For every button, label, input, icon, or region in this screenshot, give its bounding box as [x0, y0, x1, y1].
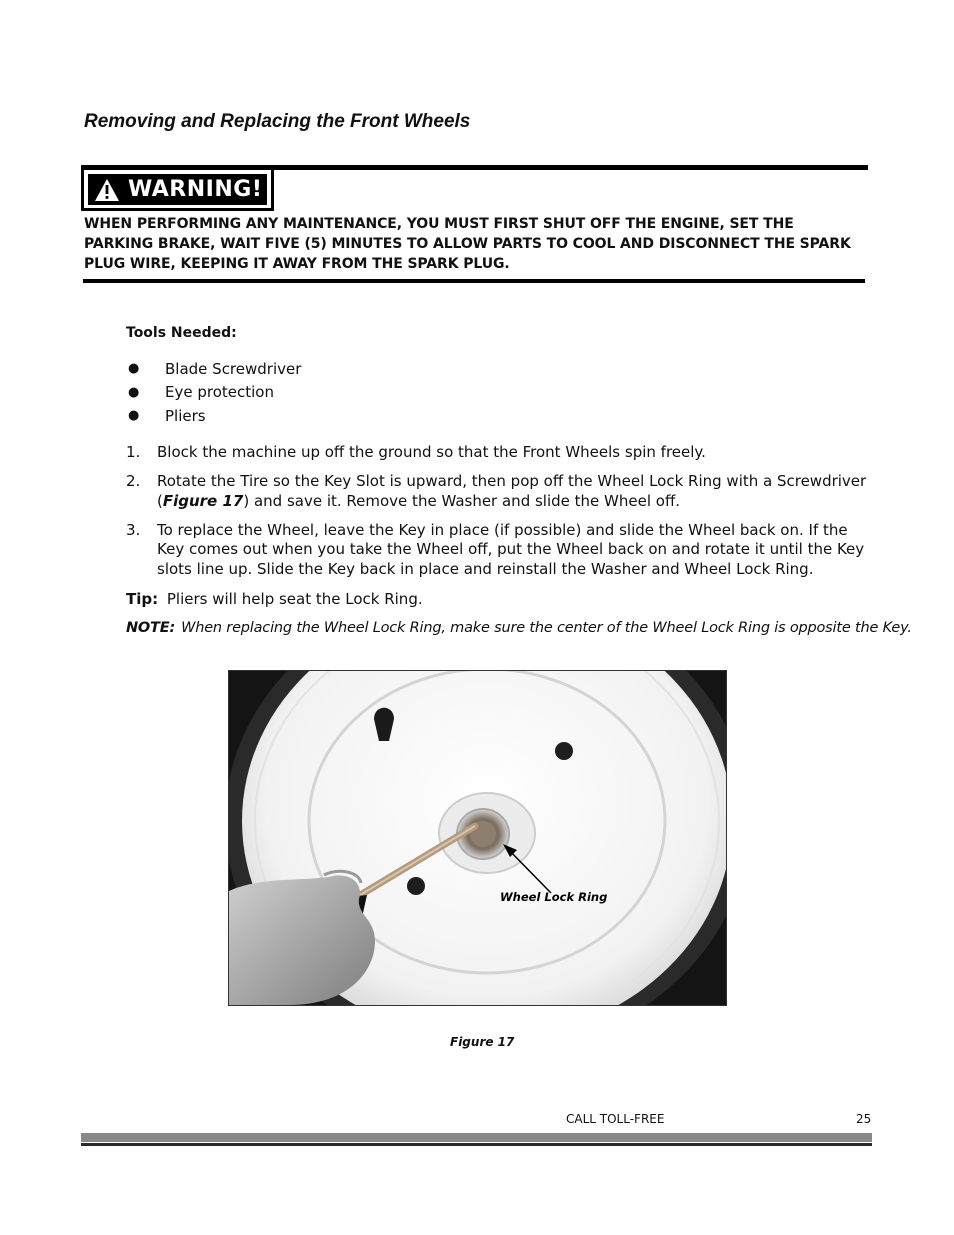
step-item: [126, 521, 876, 580]
warning-banner: [81, 170, 274, 211]
tip-text: Pliers will help seat the Lock Ring.: [166, 590, 423, 608]
steps-list: [126, 443, 876, 589]
figure-reference: Figure 17: [162, 491, 244, 510]
wheel-photo: [228, 670, 727, 1006]
step-text: Block the machine up off the ground so that the Front Wheels spin freely.: [157, 443, 706, 461]
warning-bottom-rule: [83, 279, 865, 283]
step-item: [126, 443, 876, 463]
tool-label: Eye protection: [165, 383, 274, 402]
tools-list: [126, 357, 301, 428]
list-item: [126, 357, 301, 381]
tip: [126, 590, 423, 608]
warning-label: WARNING!: [128, 177, 263, 202]
tools-heading: Tools Needed:: [126, 325, 237, 341]
bullet-icon: ●: [128, 408, 140, 424]
page-number: 25: [856, 1112, 872, 1126]
step-item: [126, 472, 876, 511]
tool-label: Pliers: [165, 406, 206, 425]
bullet-icon: ●: [128, 384, 140, 400]
step-number: 3.: [126, 520, 141, 539]
list-item: [126, 404, 301, 428]
bullet-icon: ●: [128, 361, 140, 377]
figure-caption: Figure 17: [450, 1035, 515, 1049]
section-title: Removing and Replacing the Front Wheels: [84, 111, 471, 132]
wheel-lock-ring-callout: Wheel Lock Ring: [500, 890, 608, 904]
step-text-post: ) and save it. Remove the Washer and slide the Wheel off.: [243, 491, 681, 510]
warning-text: WHEN PERFORMING ANY MAINTENANCE, YOU MUST FIRST SHUT OFF THE ENGINE, SET THE PARKING BRAKE, WAIT FIVE (5) MINUTES TO ALLOW PARTS TO COOL AND DISCONNECT THE SPARK PLUG WIRE, KEEPING IT AWAY FROM THE SPARK PLUG.: [84, 216, 851, 272]
step-number: 2.: [126, 472, 141, 490]
step-text-pre: Rotate the Tire so the Key Slot is upward, then pop off the Wheel Lock Ring with a Screwdriver (: [157, 472, 867, 510]
tip-label: Tip:: [126, 590, 159, 608]
note-text: When replacing the Wheel Lock Ring, make sure the center of the Wheel Lock Ring is opposite the Key.: [181, 620, 912, 636]
list-item: [126, 381, 301, 405]
warning-banner-inner: [88, 174, 267, 205]
step-number: 1.: [126, 443, 141, 461]
note-label: NOTE:: [126, 620, 176, 636]
step-text: [157, 472, 876, 511]
footer-text: CALL TOLL-FREE: [566, 1112, 665, 1126]
wheel-illustration: [229, 671, 726, 1005]
warning-triangle-icon: [94, 177, 120, 203]
note: [126, 620, 912, 636]
footer-bar: [81, 1133, 872, 1146]
step-text: To replace the Wheel, leave the Key in place (if possible) and slide the Wheel back on. If the Key comes out when you take the Wheel off, put the Wheel back on and rotate it until the Key slots line up. Slide the Key back in place and reinstall the Washer and Wheel Lock Ring.: [157, 520, 865, 578]
tool-label: Blade Screwdriver: [165, 359, 302, 378]
